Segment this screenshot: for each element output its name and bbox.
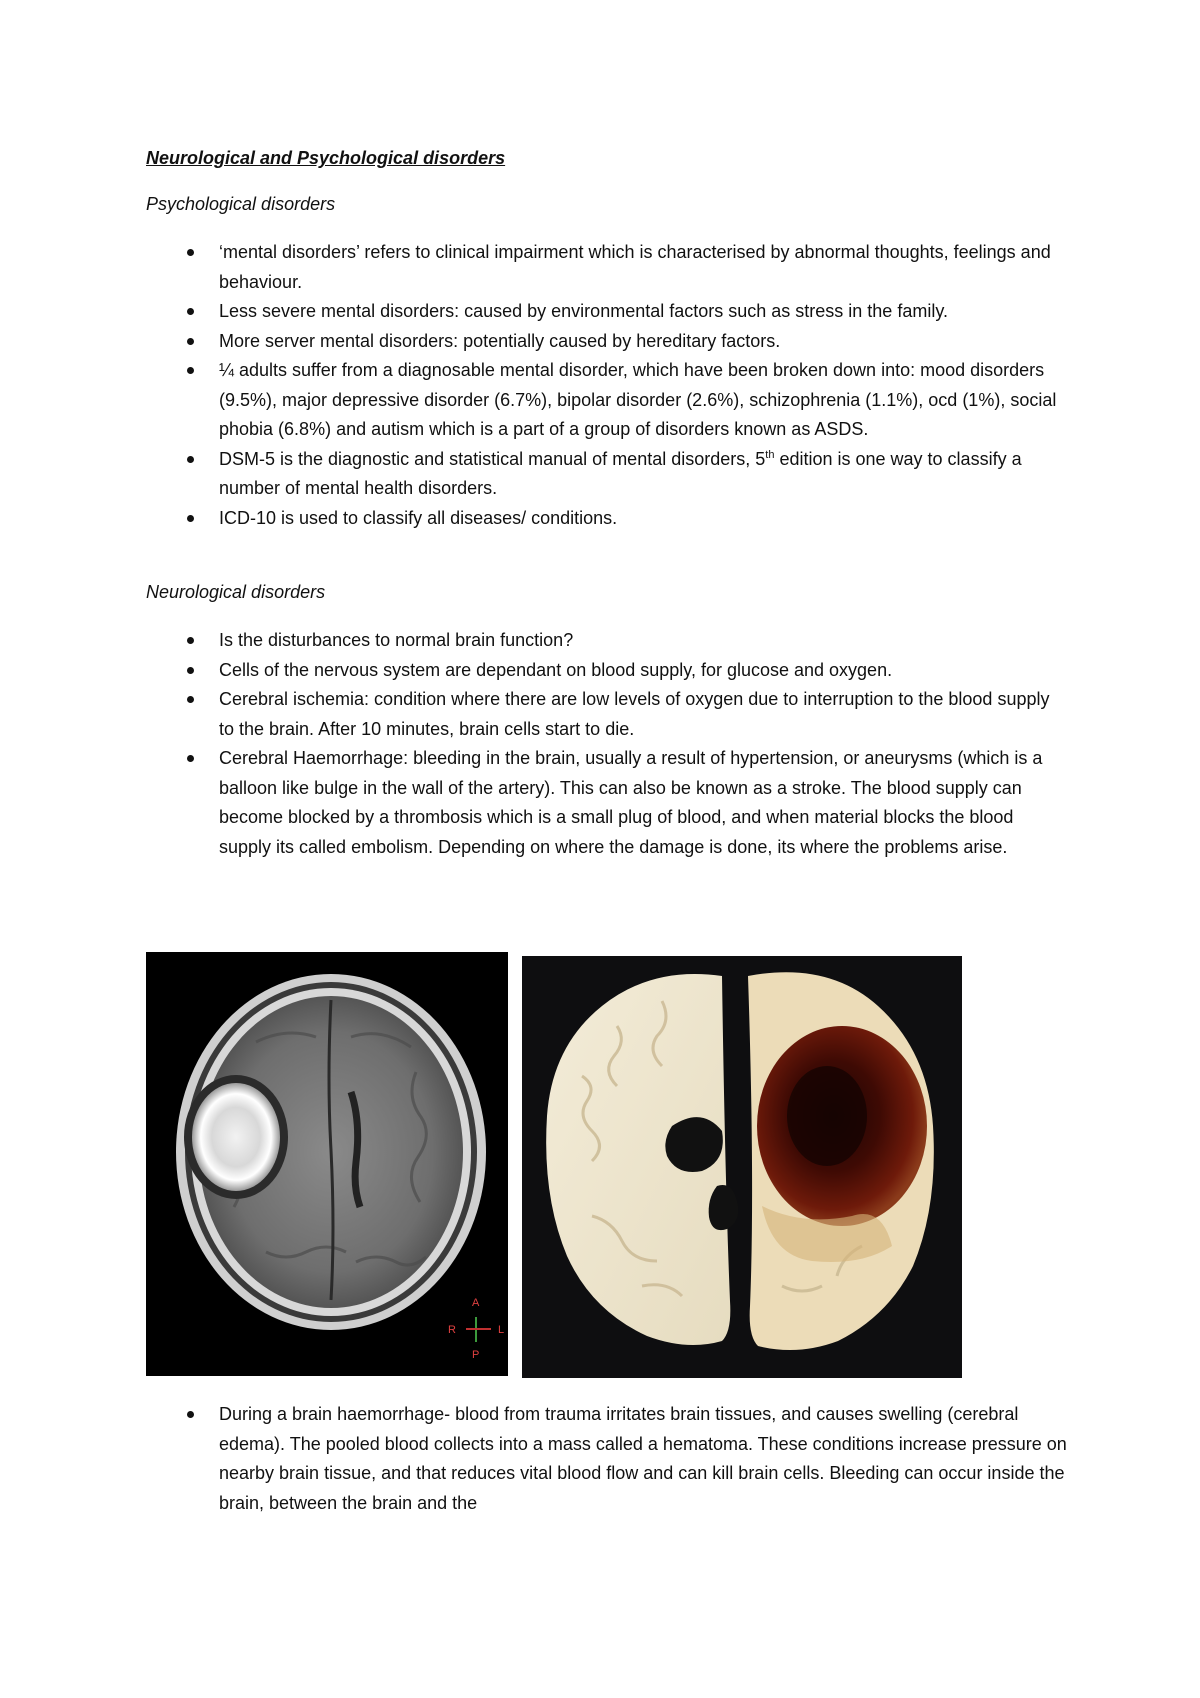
bullet-icon [187, 637, 194, 644]
bullet-icon [187, 755, 194, 762]
psychological-list [0, 238, 1200, 533]
list-item: ‘mental disorders’ refers to clinical impairment which is characterised by abnormal thoughts, feelings and behaviour. [0, 238, 1069, 297]
list-item: DSM-5 is the diagnostic and statistical manual of mental disorders, 5th edition is one way to classify a number of mental health disorders. [0, 445, 1069, 504]
list-item: Is the disturbances to normal brain function? [0, 626, 1069, 656]
brain-specimen-image [522, 956, 962, 1378]
haemorrhage-list [0, 1400, 1200, 1518]
bullet-icon [187, 456, 194, 463]
list-item: Cells of the nervous system are dependant on blood supply, for glucose and oxygen. [0, 656, 1069, 686]
mri-label-p: P [472, 1349, 480, 1361]
neurological-list [0, 626, 1200, 862]
document-title: Neurological and Psychological disorders [146, 148, 506, 168]
list-item: During a brain haemorrhage- blood from trauma irritates brain tissues, and causes swelling (cerebral edema). The pooled blood collects into a mass called a hematoma. These conditions increase pressure on nearby brain tissue, and that reduces vital blood flow and can kill brain cells. Bleeding can occur inside the brain, between the brain and the [0, 1400, 1069, 1518]
bullet-icon [187, 338, 194, 345]
bullet-icon [187, 696, 194, 703]
list-item: Less severe mental disorders: caused by environmental factors such as stress in the family. [0, 297, 1069, 327]
mri-label-r: R [448, 1324, 456, 1336]
bullet-icon [187, 1411, 194, 1418]
bullet-icon [187, 667, 194, 674]
list-item: Cerebral Haemorrhage: bleeding in the brain, usually a result of hypertension, or aneurysms (which is a balloon like bulge in the wall of the artery). This can also be known as a stroke. The blood supply can become blocked by a thrombosis which is a small plug of blood, and when material blocks the blood supply its called embolism. Depending on where the damage is done, its where the problems arise. [0, 744, 1069, 862]
bullet-icon [187, 249, 194, 256]
list-item: ICD-10 is used to classify all diseases/ conditions. [0, 504, 1069, 534]
bullet-icon [187, 308, 194, 315]
list-item: ¼ adults suffer from a diagnosable mental disorder, which have been broken down into: mood disorders (9.5%), major depressive disorder (6.7%), bipolar disorder (2.6%), schizophrenia (1.1%), ocd (1%), social phobia (6.8%) and autism which is a part of a group of disorders known as ASDS. [0, 356, 1069, 445]
neurological-heading: Neurological disorders [146, 582, 326, 602]
psychological-heading: Psychological disorders [146, 194, 336, 214]
mri-scan-image [146, 952, 508, 1376]
list-item: More server mental disorders: potentially caused by hereditary factors. [0, 327, 1069, 357]
list-item: Cerebral ischemia: condition where there are low levels of oxygen due to interruption to the blood supply to the brain. After 10 minutes, brain cells start to die. [0, 685, 1069, 744]
mri-label-l: L [498, 1324, 505, 1336]
mri-label-a: A [472, 1297, 480, 1309]
bullet-icon [187, 515, 194, 522]
bullet-icon [187, 367, 194, 374]
